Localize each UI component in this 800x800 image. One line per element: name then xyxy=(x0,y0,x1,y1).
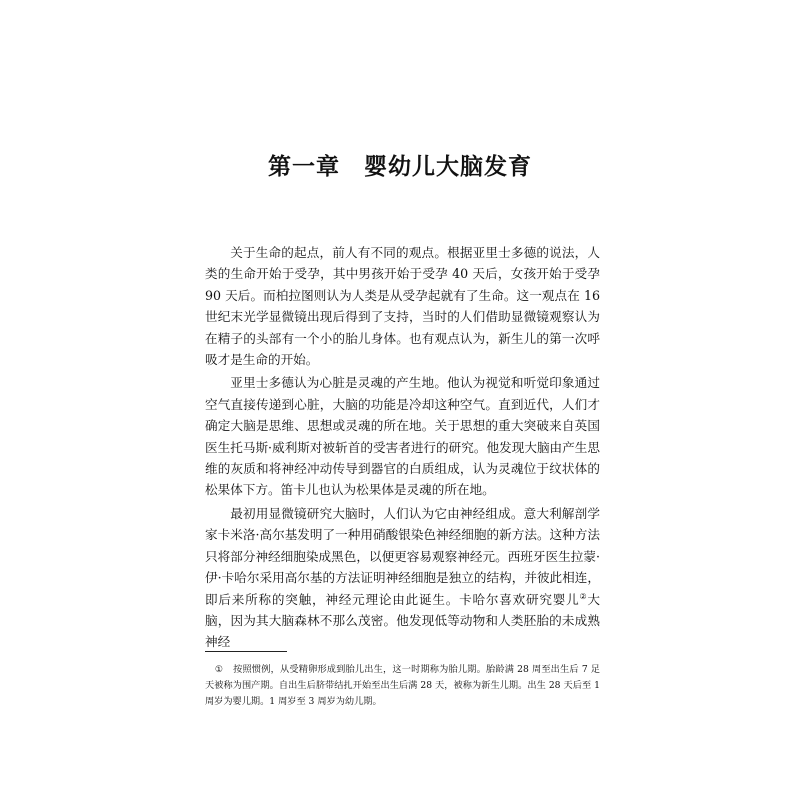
footnote-marker: ① xyxy=(214,664,224,675)
footnote-text: 按照惯例，从受精卵形成到胎儿出生，这一时期称为胎儿期。胎龄满 28 周至出生后 7 足天被称为围产期。自出生后脐带结扎开始至出生后满 28 天，被称为新生儿期。出生 28 天后至 1 周岁为婴儿期。1 周岁至 3 周岁为幼儿期。 xyxy=(205,664,600,707)
body-text xyxy=(205,242,600,655)
paragraph-3-text-b: 大脑，因为其大脑森林不那么茂密。他发现低等动物和人类胚胎的未成熟神经 xyxy=(205,591,601,650)
paragraph-3-text-a: 最初用显微镜研究大脑时，人们认为它由神经组成。意大利解剖学家卡米洛·高尔基发明了一种用硝酸银染色神经细胞的新方法。这种方法只将部分神经细胞染成黑色，以便更容易观察神经元。西班牙医生拉蒙·伊·卡哈尔采用高尔基的方法证明神经细胞是独立的结构，并彼此相连，即后来所称的突触，神经元理论由此诞生。卡哈尔喜欢研究婴儿 xyxy=(205,505,600,607)
footnote-divider xyxy=(205,651,287,652)
paragraph-1: 关于生命的起点，前人有不同的观点。根据亚里士多德的说法，人类的生命开始于受孕，其中男孩开始于受孕 40 天后，女孩开始于受孕 90 天后。而柏拉图则认为人类是从受孕起就有了生命。这一观点在 16 世纪末光学显微镜出现后得到了支持，当时的人们借助显微镜观察认为在精子的头部有一个小的胎儿身体。也有观点认为，新生儿的第一次呼吸才是生命的开始。 xyxy=(205,245,600,368)
footnote-reference-marker[interactable]: ② xyxy=(579,591,588,601)
chapter-title: 第一章 婴幼儿大脑发育 xyxy=(268,153,532,180)
paragraph-2: 亚里士多德认为心脏是灵魂的产生地。他认为视觉和听觉印象通过空气直接传递到心脏，大脑的功能是冷却这种空气。直到近代，人们才确定大脑是思维、思想或灵魂的所在地。关于思想的重大突破来自英国医生托马斯·威利斯对被斩首的受害者进行的研究。他发现大脑由产生思维的灰质和将神经冲动传导到器官的白质组成，认为灵魂位于纹状体的松果体下方。笛卡儿也认为松果体是灵魂的所在地。 xyxy=(205,375,600,498)
footnote xyxy=(205,662,600,710)
paragraph-3 xyxy=(205,503,600,653)
